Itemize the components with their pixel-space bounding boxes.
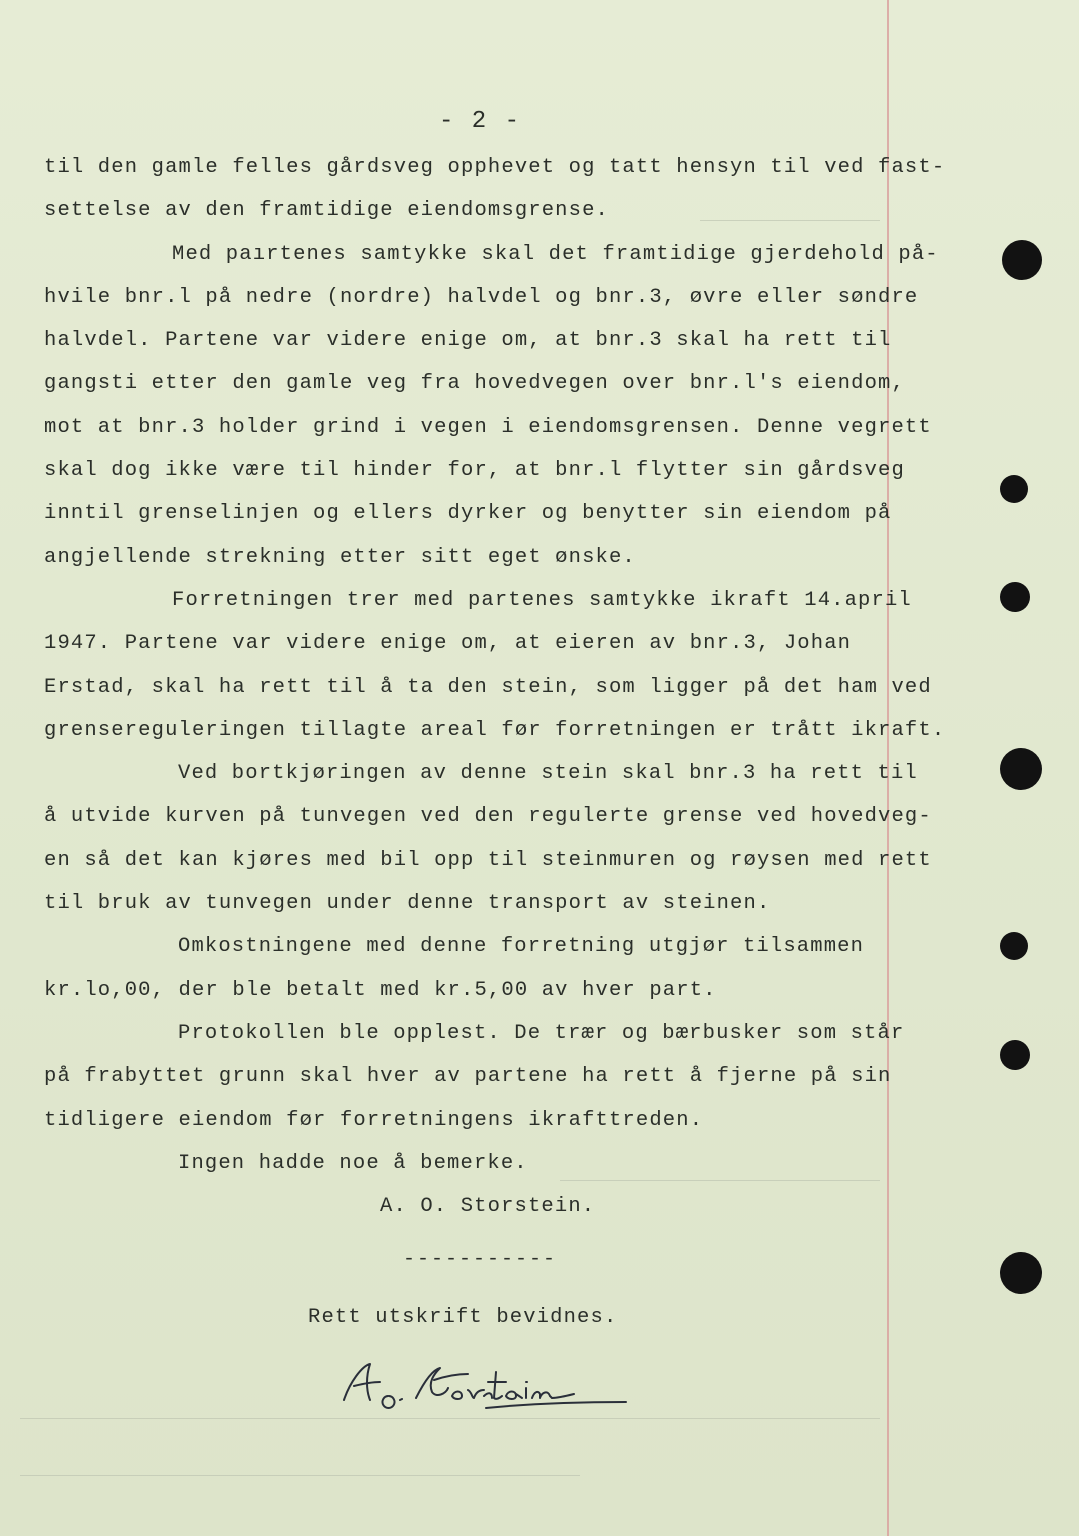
signatory-name: A. O. Storstein. bbox=[380, 1195, 596, 1219]
punch-hole-icon bbox=[1000, 1040, 1030, 1070]
text-line-2: settelse av den framtidige eiendomsgrense. bbox=[44, 199, 609, 223]
text-line-22: på frabyttet grunn skal hver av partene ha rett å fjerne på sin bbox=[44, 1065, 892, 1089]
text-line-8: skal dog ikke være til hinder for, at bnr.l flytter sin gårdsveg bbox=[44, 459, 905, 483]
text-line-17: en så det kan kjøres med bil opp til steinmuren og røysen med rett bbox=[44, 848, 932, 872]
bleed-through-mark bbox=[700, 220, 880, 221]
text-line-13: Erstad, skal ha rett til å ta den stein, som ligger på det ham ved bbox=[44, 675, 932, 699]
punch-hole-icon bbox=[1000, 748, 1042, 790]
text-line-6: gangsti etter den gamle veg fra hovedvegen over bnr.l's eiendom, bbox=[44, 372, 905, 396]
text-line-4: hvile bnr.l på nedre (nordre) halvdel og bnr.3, øvre eller søndre bbox=[44, 285, 919, 309]
punch-hole-icon bbox=[1000, 932, 1028, 960]
text-line-18: til bruk av tunvegen under denne transport av steinen. bbox=[44, 892, 771, 916]
text-line-1: til den gamle felles gårdsveg opphevet og tatt hensyn til ved fast- bbox=[44, 156, 946, 179]
handwritten-signature bbox=[336, 1352, 636, 1412]
attestation-text: Rett utskrift bevidnes. bbox=[308, 1306, 618, 1329]
text-line-15: Ved bortkjøringen av denne stein skal bnr.3 ha rett til bbox=[178, 762, 918, 786]
text-line-5: halvdel. Partene var videre enige om, at bnr.3 skal ha rett til bbox=[44, 329, 892, 353]
text-line-20: kr.lo,00, der ble betalt med kr.5,00 av hver part. bbox=[44, 978, 717, 1002]
text-line-12: 1947. Partene var videre enige om, at eieren av bnr.3, Johan bbox=[44, 632, 852, 656]
text-line-3: Med paırtenes samtykke skal det framtidige gjerdehold på- bbox=[172, 242, 939, 266]
text-line-9: inntil grenselinjen og ellers dyrker og benytter sin eiendom på bbox=[44, 502, 892, 526]
punch-hole-icon bbox=[1000, 1252, 1042, 1294]
text-line-19: Omkostningene med denne forretning utgjør tilsammen bbox=[178, 935, 865, 959]
text-line-24: Ingen hadde noe å bemerke. bbox=[178, 1151, 528, 1175]
bleed-through-mark bbox=[560, 1180, 880, 1181]
text-line-16: å utvide kurven på tunvegen ved den regulerte grense ved hovedveg- bbox=[44, 805, 932, 829]
separator-line: ----------- bbox=[402, 1248, 558, 1271]
page-number: - 2 - bbox=[438, 108, 521, 135]
text-line-10: angjellende strekning etter sitt eget ønske. bbox=[44, 545, 636, 569]
punch-hole-icon bbox=[1002, 240, 1042, 280]
text-line-7: mot at bnr.3 holder grind i vegen i eiendomsgrensen. Denne vegrett bbox=[44, 415, 932, 439]
punch-hole-icon bbox=[1000, 582, 1030, 612]
text-line-23: tidligere eiendom før forretningens ikrafttreden. bbox=[44, 1108, 704, 1132]
bleed-through-mark bbox=[20, 1475, 580, 1476]
text-line-14: grensereguleringen tillagte areal før forretningen er trått ikraft. bbox=[44, 718, 946, 742]
punch-hole-icon bbox=[1000, 475, 1028, 503]
text-line-11: Forretningen trer med partenes samtykke ikraft 14.april bbox=[172, 588, 912, 612]
body-text bbox=[44, 146, 946, 1228]
text-line-21: Protokollen ble opplest. De trær og bærbusker som står bbox=[178, 1021, 905, 1045]
bleed-through-mark bbox=[20, 1418, 880, 1419]
